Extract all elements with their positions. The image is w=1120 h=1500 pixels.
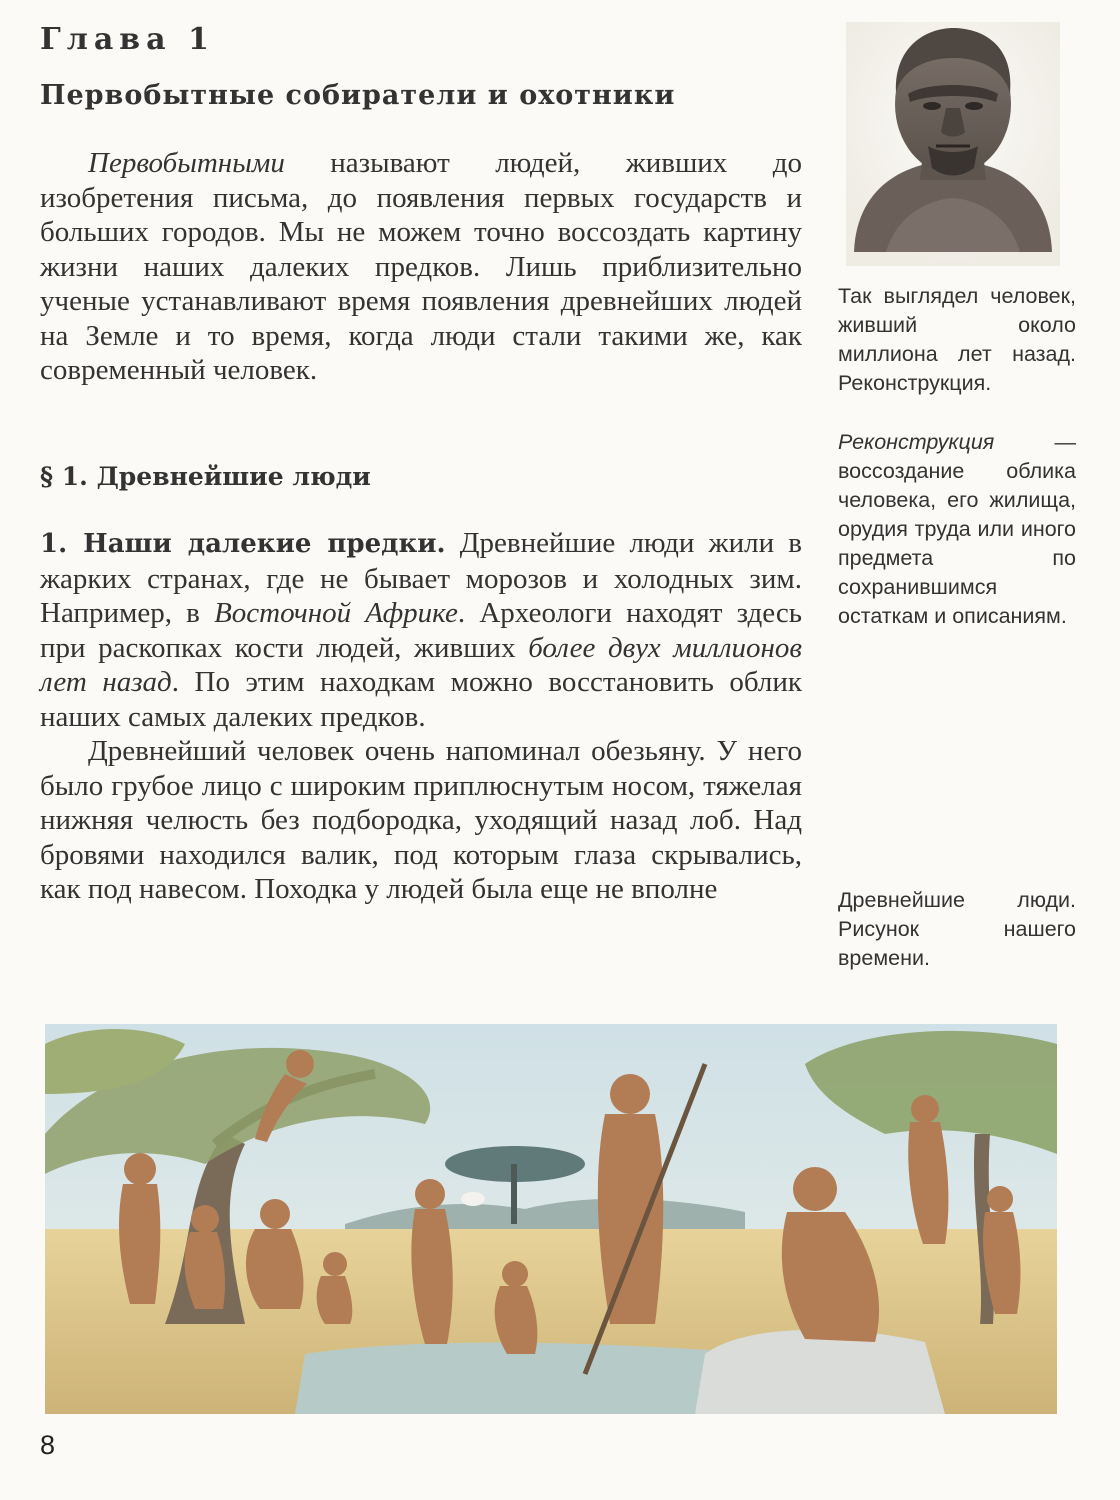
p1-part-b: . Археологи находят здесь при раскопках кости людей, живших	[40, 597, 802, 664]
bust-caption: Так выглядел человек, живший около миллиона лет назад. Реконструкция.	[838, 284, 1076, 395]
definition-term: Реконструкция	[838, 430, 995, 454]
p1-part-c: . По этим находкам можно восстановить облик наших самых далеких предков.	[40, 666, 802, 733]
chapter-label: Глава 1	[40, 22, 215, 57]
subsection-body	[40, 526, 802, 907]
bust-reconstruction-image	[846, 22, 1060, 266]
intro-text: называют людей, живших до изобретения письма, до появления первых государств и больших городов. Мы не можем точно воссоздать картину жизни наших далеких предков. Лишь приблизительно ученые устанавливают время появления древнейших людей на Земле и то время, когда люди стали такими же, как современный человек.	[40, 147, 802, 386]
illustration-caption: Древнейшие люди. Рисунок нашего времени.	[838, 888, 1076, 970]
chapter-title: Первобытные собиратели и охотники	[40, 80, 676, 111]
paragraph-2: Древнейший человек очень напоминал обезьяну. У него было грубое лицо с широким приплюснутым носом, тяжелая нижняя челюсть без подбородка, уходящий назад лоб. Над бровями находился валик, под которым глаза скрывались, как под навесом. Походка у людей была еще не вполне	[40, 735, 802, 905]
intro-term: Первобытными	[88, 147, 285, 179]
subsection-heading: 1. Наши далекие предки.	[40, 529, 446, 559]
ancient-people-illustration	[45, 1024, 1057, 1414]
section-heading: § 1. Древнейшие люди	[40, 462, 371, 491]
p1-place: Восточной Африке	[214, 597, 458, 629]
p1-time: более двух миллионов лет назад	[40, 631, 802, 698]
definition-block	[838, 428, 1076, 631]
p1-part-a: Древнейшие люди жили в жарких странах, где не бывает морозов и холодных зим. Например, в	[40, 527, 802, 629]
page-number: 8	[40, 1430, 56, 1460]
intro-paragraph	[40, 146, 802, 388]
definition-text: — воссоздание облика человека, его жилища, орудия труда или иного предмета по сохранившимся остаткам и описаниям.	[838, 430, 1076, 628]
